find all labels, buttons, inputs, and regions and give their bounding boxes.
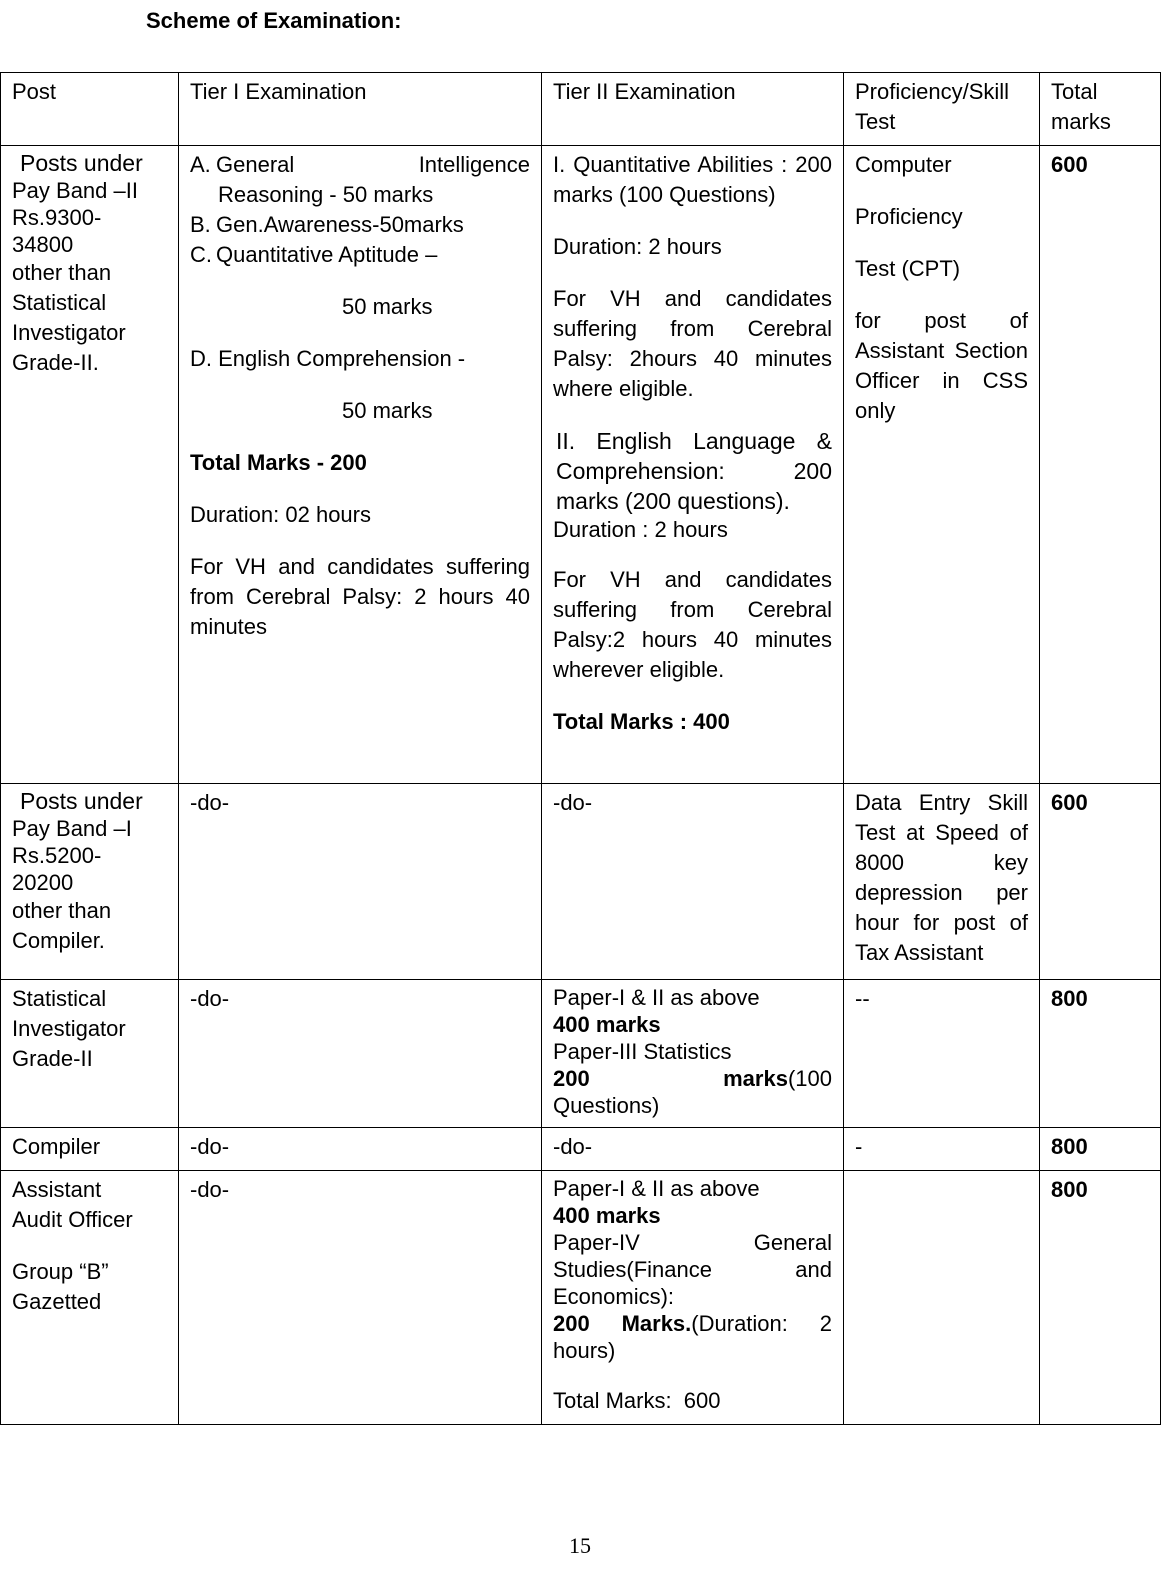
post-line: 20200 (12, 870, 74, 895)
tier2-line: 400 marks (553, 1203, 661, 1228)
post-line: Investigator (12, 320, 126, 345)
total-cell: 600 (1040, 784, 1161, 980)
tier2-cell: -do- (542, 1128, 844, 1171)
tier1-vh-note: For VH and candidates suffering from Cerebral Palsy: 2 hours 40 minutes (190, 554, 530, 639)
table-row (1, 980, 1161, 1128)
post-cell (1, 146, 179, 784)
skill-line: for post of Assistant Section Officer in CSS only (855, 308, 1028, 423)
post-cell: Compiler (1, 1128, 179, 1171)
tier1-cell (179, 146, 542, 784)
skill-cell (844, 1171, 1040, 1425)
post-line: Gazetted (12, 1289, 102, 1314)
total-cell: 800 (1040, 1128, 1161, 1171)
post-cell (1, 1171, 179, 1425)
table-row (1, 784, 1161, 980)
post-line: Investigator (12, 1016, 126, 1041)
post-line: Posts under (20, 150, 143, 176)
tier2-line: Paper-I & II as above (553, 985, 760, 1010)
tier2-line: (Duration: 2 (691, 1311, 832, 1336)
tier2-cell: -do- (542, 784, 844, 980)
tier1-total: Total Marks - 200 (190, 450, 367, 475)
post-line: Rs.9300- (12, 205, 102, 230)
tier1-cell: -do- (179, 980, 542, 1128)
item-text: D. English Comprehension - (190, 346, 466, 371)
post-line: Posts under (20, 788, 143, 814)
item-label: A. (190, 152, 211, 177)
skill-line: Test (CPT) (855, 256, 961, 281)
table-header-row (1, 73, 1161, 146)
tier2-total: Total Marks : 400 (553, 709, 730, 734)
skill-line: Proficiency (855, 204, 963, 229)
examination-scheme-table (0, 72, 1161, 1425)
post-line: other than (12, 898, 112, 923)
tier2-cell (542, 980, 844, 1128)
tier2-vh-note: For VH and candidates suffering from Cerebral Palsy: 2hours 40 minutes where eligible. (553, 286, 832, 401)
item-text: General Intelligence (216, 152, 530, 177)
tier2-line: Economics): (553, 1284, 675, 1309)
post-line: Group “B” (12, 1259, 109, 1284)
skill-cell (844, 146, 1040, 784)
post-line: Audit Officer (12, 1207, 133, 1232)
post-line: Grade-II (12, 1046, 93, 1071)
tier2-marks: 200 Marks. (553, 1311, 692, 1336)
header-tier1: Tier I Examination (179, 73, 542, 146)
post-line: Assistant (12, 1177, 102, 1202)
tier2-total: Total Marks: 600 (553, 1388, 721, 1413)
skill-cell: -- (844, 980, 1040, 1128)
table-row (1, 1128, 1161, 1171)
tier2-cell (542, 1171, 844, 1425)
post-line: Grade-II. (12, 350, 99, 375)
header-post: Post (1, 73, 179, 146)
skill-cell: - (844, 1128, 1040, 1171)
post-line: Rs.5200- (12, 843, 102, 868)
tier2-paper-english: II. English Language & Comprehension: 200 marks (200 questions). (556, 428, 832, 514)
post-line: Compiler. (12, 928, 105, 953)
tier2-paper-quant: I. Quantitative Abilities : 200 marks (100 Questions) (553, 152, 832, 207)
item-text: Gen.Awareness-50marks (216, 212, 464, 237)
table-row (1, 146, 1161, 784)
header-tier2: Tier II Examination (542, 73, 844, 146)
tier2-line: Studies(Finance and (553, 1257, 832, 1282)
item-label: C. (190, 242, 212, 267)
tier2-duration: Duration: 2 hours (553, 234, 722, 259)
tier1-duration: Duration: 02 hours (190, 502, 371, 527)
tier1-cell: -do- (179, 1171, 542, 1425)
item-text: Reasoning - 50 marks (218, 182, 434, 207)
skill-line: Computer (855, 152, 952, 177)
item-marks: 50 marks (342, 398, 433, 423)
tier2-line: (100 (787, 1066, 832, 1091)
item-label: B. (190, 212, 211, 237)
page-title: Scheme of Examination: (146, 8, 402, 33)
tier2-vh-note: For VH and candidates suffering from Cerebral Palsy:2 hours 40 minutes wherever eligible. (553, 567, 832, 682)
tier2-line: Questions) (553, 1093, 660, 1118)
item-text: Quantitative Aptitude – (216, 242, 438, 267)
post-line: 34800 (12, 232, 74, 257)
post-line: Statistical (12, 986, 107, 1011)
tier2-line: Paper-I & II as above (553, 1176, 760, 1201)
post-line: Pay Band –II (12, 178, 138, 203)
post-line: Pay Band –I (12, 816, 132, 841)
tier2-marks: 200 marks (553, 1066, 788, 1091)
post-cell (1, 784, 179, 980)
tier2-line: hours) (553, 1338, 616, 1363)
post-line: Statistical (12, 290, 107, 315)
header-skill: Proficiency/Skill Test (844, 73, 1040, 146)
tier1-cell: -do- (179, 784, 542, 980)
tier2-cell (542, 146, 844, 784)
total-cell: 800 (1040, 980, 1161, 1128)
post-line: other than (12, 260, 112, 285)
total-cell: 600 (1040, 146, 1161, 784)
header-total: Total marks (1040, 73, 1161, 146)
post-cell (1, 980, 179, 1128)
tier1-cell: -do- (179, 1128, 542, 1171)
tier2-duration: Duration : 2 hours (553, 517, 728, 542)
total-cell: 800 (1040, 1171, 1161, 1425)
tier2-line: Paper-III Statistics (553, 1039, 732, 1064)
page-number: 15 (569, 1533, 591, 1558)
item-marks: 50 marks (342, 294, 433, 319)
tier2-line: Paper-IV General (553, 1230, 832, 1255)
skill-cell: Data Entry Skill Test at Speed of 8000 key depression per hour for post of Tax Assistant (844, 784, 1040, 980)
table-row (1, 1171, 1161, 1425)
tier2-line: 400 marks (553, 1012, 661, 1037)
